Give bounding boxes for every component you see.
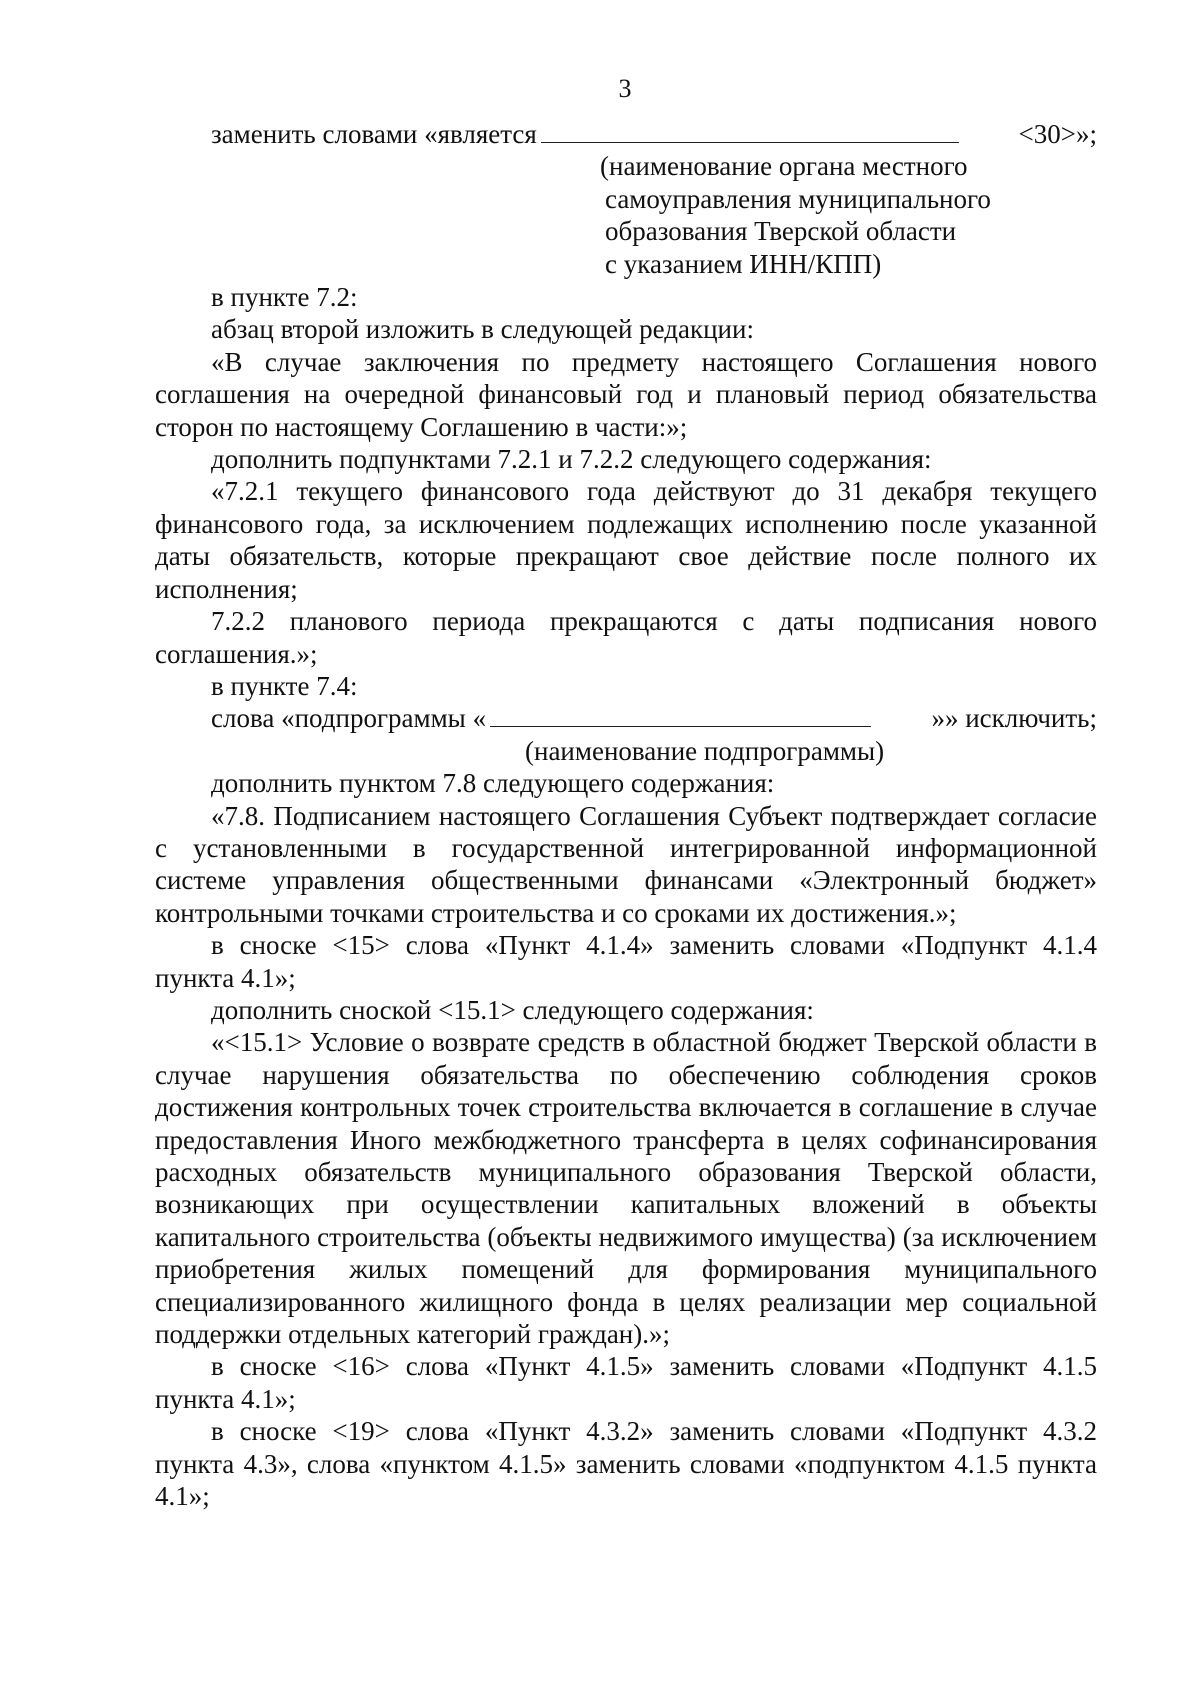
document-body	[155, 118, 1097, 1512]
organ-caption-line: образования Тверской области	[605, 216, 957, 247]
blank-organ-name	[541, 120, 959, 143]
organ-caption-line: с указанием ИНН/КПП)	[605, 248, 882, 279]
paragraph-7-2-add: дополнить подпунктами 7.2.1 и 7.2.2 следующего содержания:	[211, 444, 932, 475]
paragraph-7-2-intro: в пункте 7.2:	[211, 282, 358, 313]
page-number: 3	[618, 74, 632, 103]
replace-words-line	[155, 118, 1097, 150]
paragraph-footnote-16: в сноске <16> слова «Пункт 4.1.5» заменить словами «Подпункт 4.1.5 пункта 4.1»;	[155, 1351, 1097, 1414]
organ-name-caption	[155, 150, 1097, 280]
replace-words-suffix: <30>»;	[1018, 119, 1097, 149]
paragraph-footnote-15: в сноске <15> слова «Пункт 4.1.4» заменить словами «Подпункт 4.1.4 пункта 4.1»;	[155, 930, 1097, 993]
paragraph-7-4-intro: в пункте 7.4:	[211, 670, 358, 701]
paragraph-7-8-add: дополнить пунктом 7.8 следующего содержания:	[211, 768, 775, 799]
blank-subprogram-name	[490, 704, 871, 727]
replace-words-prefix: заменить словами «является	[211, 119, 537, 149]
subprogram-words-line	[155, 702, 1097, 734]
subprogram-suffix: »» исключить;	[931, 703, 1097, 734]
paragraph-7-2-1: «7.2.1 текущего финансового года действуют до 31 декабря текущего финансового года, за исключением подлежащих исполнению после указанной даты обязательств, которые прекращают свое действие после полного их исполнения;	[155, 476, 1097, 604]
paragraph-7-2-abzac: абзац второй изложить в следующей редакции:	[211, 314, 754, 345]
paragraph-footnote-19: в сноске <19> слова «Пункт 4.3.2» заменить словами «Подпункт 4.3.2 пункта 4.3», слова «пунктом 4.1.5» заменить словами «подпунктом 4.1.5 пункта 4.1»;	[155, 1416, 1097, 1512]
paragraph-footnote-15-1: «<15.1> Условие о возврате средств в областной бюджет Тверской области в случае нарушения обязательства по обеспечению соблюдения сроков достижения контрольных точек строительства включается в соглашение в случае предоставления Иного межбюджетного трансферта в целях софинансирования расходных обязательств муниципального образования Тверской области, возникающих при осуществлении капитальных вложений в объекты капитального строительства (объекты недвижимого имущества) (за исключением приобретения жилых помещений для формирования муниципального специализированного жилищного фонда в целях реализации мер социальной поддержки отдельных категорий граждан).»;	[155, 1027, 1097, 1350]
organ-caption-line: самоуправления муниципального	[605, 183, 991, 214]
paragraph-footnote-15-1-add: дополнить сноской <15.1> следующего содержания:	[211, 994, 814, 1025]
subprogram-prefix: слова «подпрограммы «	[211, 703, 487, 734]
organ-caption-line: (наименование органа местного	[600, 151, 968, 182]
paragraph-7-8: «7.8. Подписанием настоящего Соглашения Субъект подтверждает согласие с установленными в государственной интегрированной информационной системе управления общественными финансами «Электронный бюджет» контрольными точками строительства и со сроками их достижения.»;	[155, 800, 1097, 928]
paragraph-7-2-quote: «В случае заключения по предмету настоящего Соглашения нового соглашения на очередной финансовый год и плановый период обязательства сторон по настоящему Соглашению в части:»;	[155, 346, 1097, 442]
subprogram-caption: (наименование подпрограммы)	[525, 735, 885, 766]
paragraph-7-2-2: 7.2.2 планового периода прекращаются с даты подписания нового соглашения.»;	[155, 606, 1097, 669]
